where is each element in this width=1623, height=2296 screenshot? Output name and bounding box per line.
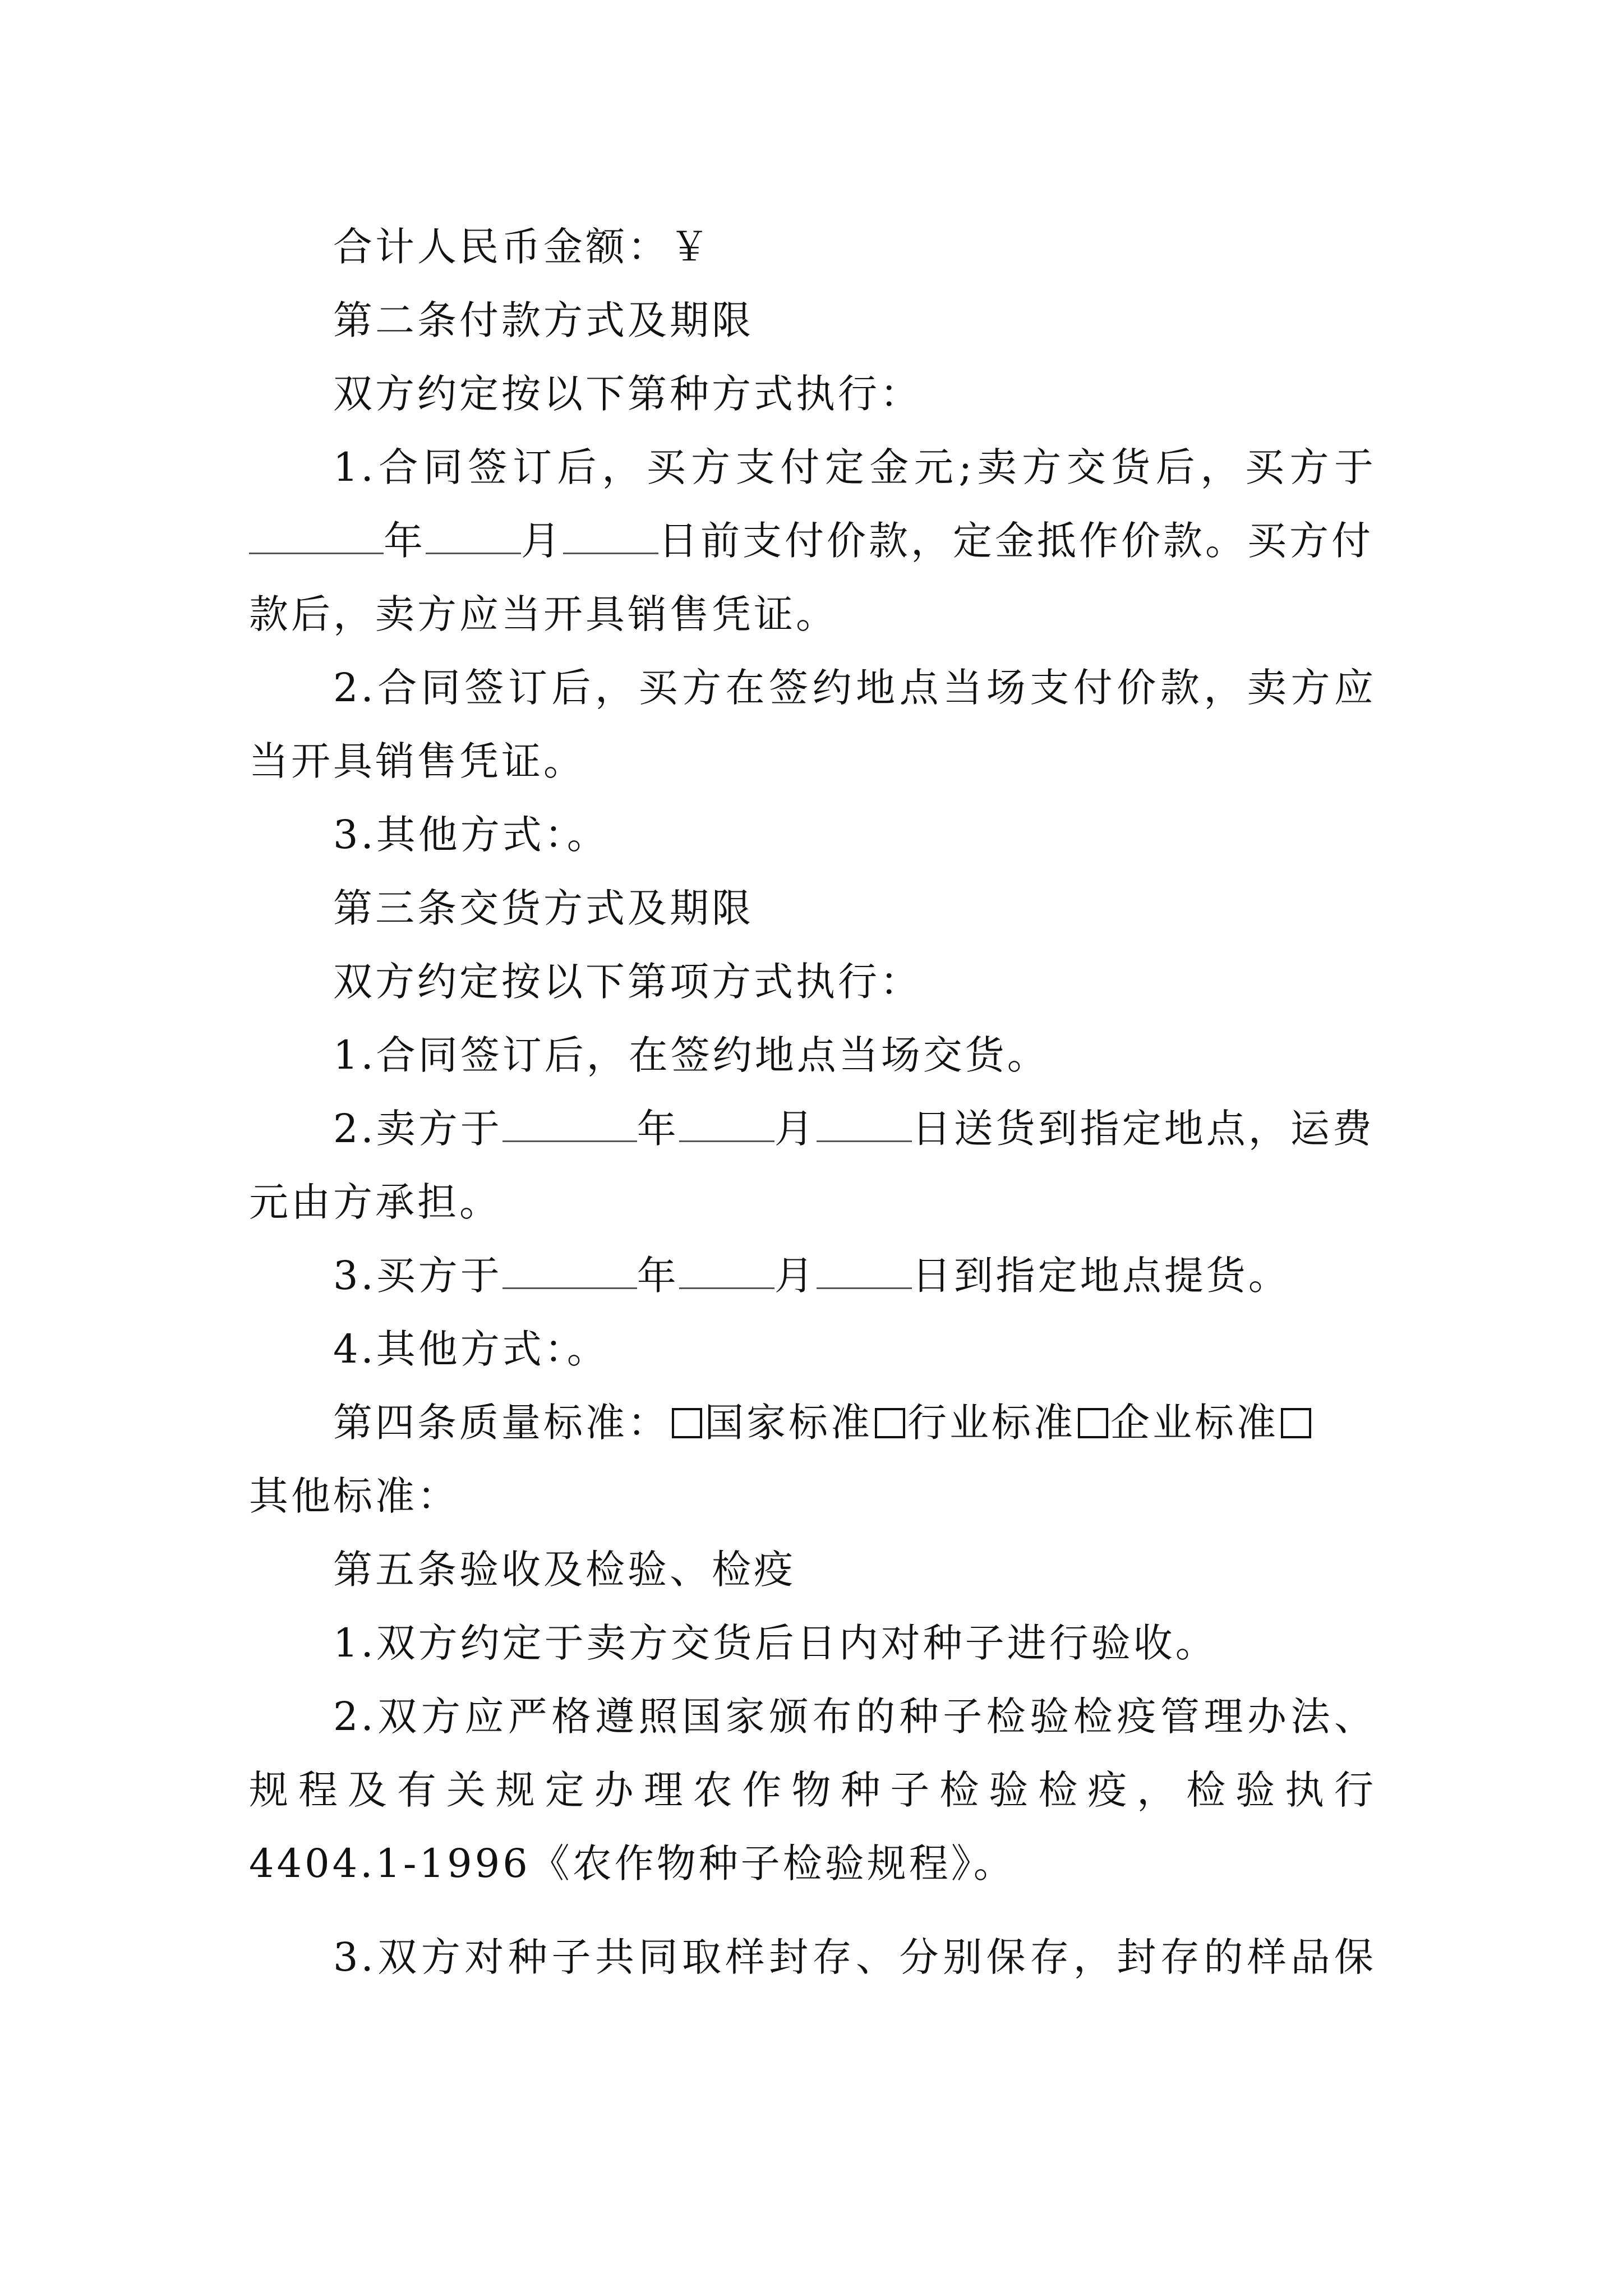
year-label: 年	[637, 1106, 679, 1152]
industry-standard-label: 行业标准	[907, 1400, 1076, 1446]
article-2-title: 第二条付款方式及期限	[333, 297, 754, 343]
article-3-option-2-line-1	[249, 1092, 1376, 1166]
month-label: 月	[774, 1253, 817, 1299]
payment-deadline-text: 日前支付价款，定金抵作价款。买方付	[658, 518, 1373, 564]
article-2-option-3: 3.其他方式：。	[333, 812, 609, 858]
month-blank	[679, 1094, 774, 1142]
month-label: 月	[774, 1106, 817, 1152]
national-standard-label: 国家标准	[704, 1400, 873, 1446]
article-5-option-1: 1.双方约定于卖方交货后日内对种子进行验收。	[333, 1620, 1218, 1666]
article-2-option-1-line-2	[249, 504, 1376, 578]
contract-text	[249, 210, 1376, 1994]
article-3-option-2-line-2: 元由方承担。	[249, 1179, 501, 1225]
paragraph-gap	[249, 1901, 1376, 1921]
article-3-intro: 双方约定按以下第项方式执行：	[333, 959, 922, 1005]
article-5-option-3-line-1: 3.双方对种子共同取样封存、分别保存，封存的样品保	[333, 1934, 1376, 1980]
quality-standard-label: 第四条质量标准：	[333, 1400, 670, 1446]
article-5-option-2-line-1: 2.双方应严格遵照国家颁布的种子检验检疫管理办法、	[333, 1694, 1376, 1740]
year-label: 年	[384, 518, 426, 564]
article-4-line-2: 其他标准：	[249, 1473, 459, 1519]
article-2-intro: 双方约定按以下第种方式执行：	[333, 371, 922, 417]
year-blank	[502, 1094, 637, 1142]
checkbox-icon	[1078, 1408, 1108, 1438]
article-2-option-2-line-1: 2.合同签订后，买方在签约地点当场支付价款，卖方应	[333, 665, 1376, 711]
day-blank	[817, 1094, 912, 1142]
year-blank	[502, 1241, 637, 1289]
article-5-title: 第五条验收及检验、检疫	[333, 1547, 796, 1593]
day-blank	[563, 507, 658, 554]
article-5-option-2-line-2: 规程及有关规定办理农作物种子检验检疫，检验执行	[249, 1767, 1376, 1813]
enterprise-standard-label: 企业标准	[1110, 1400, 1279, 1446]
year-label: 年	[637, 1253, 679, 1299]
article-2-option-2-line-2: 当开具销售凭证。	[249, 738, 585, 784]
buyer-pickup-prefix: 3.买方于	[333, 1253, 502, 1299]
month-blank	[426, 507, 521, 554]
day-blank	[817, 1241, 912, 1289]
checkbox-icon	[875, 1408, 905, 1438]
article-3-option-4: 4.其他方式：。	[333, 1326, 609, 1372]
checkbox-icon	[672, 1408, 702, 1438]
article-2-option-1-line-1: 1.合同签订后，买方支付定金元;卖方交货后，买方于	[333, 444, 1376, 490]
article-3-title: 第三条交货方式及期限	[333, 885, 754, 931]
month-label: 月	[521, 518, 563, 564]
month-blank	[679, 1241, 774, 1289]
checkbox-icon	[1281, 1408, 1311, 1438]
article-5-option-2-line-3: 4404.1-1996《农作物种子检验规程》。	[249, 1841, 1016, 1887]
total-amount-line: 合计人民币金额：￥	[333, 224, 712, 270]
article-2-option-1-line-3: 款后，卖方应当开具销售凭证。	[249, 591, 838, 637]
article-4-line-1	[249, 1386, 1376, 1460]
pickup-text: 日到指定地点提货。	[911, 1253, 1290, 1299]
year-blank	[249, 507, 384, 554]
seller-delivery-prefix: 2.卖方于	[333, 1106, 502, 1152]
article-3-option-3	[249, 1239, 1376, 1313]
delivery-text: 日送货到指定地点，运费	[911, 1106, 1375, 1152]
article-3-option-1: 1.合同签订后，在签约地点当场交货。	[333, 1032, 1049, 1078]
